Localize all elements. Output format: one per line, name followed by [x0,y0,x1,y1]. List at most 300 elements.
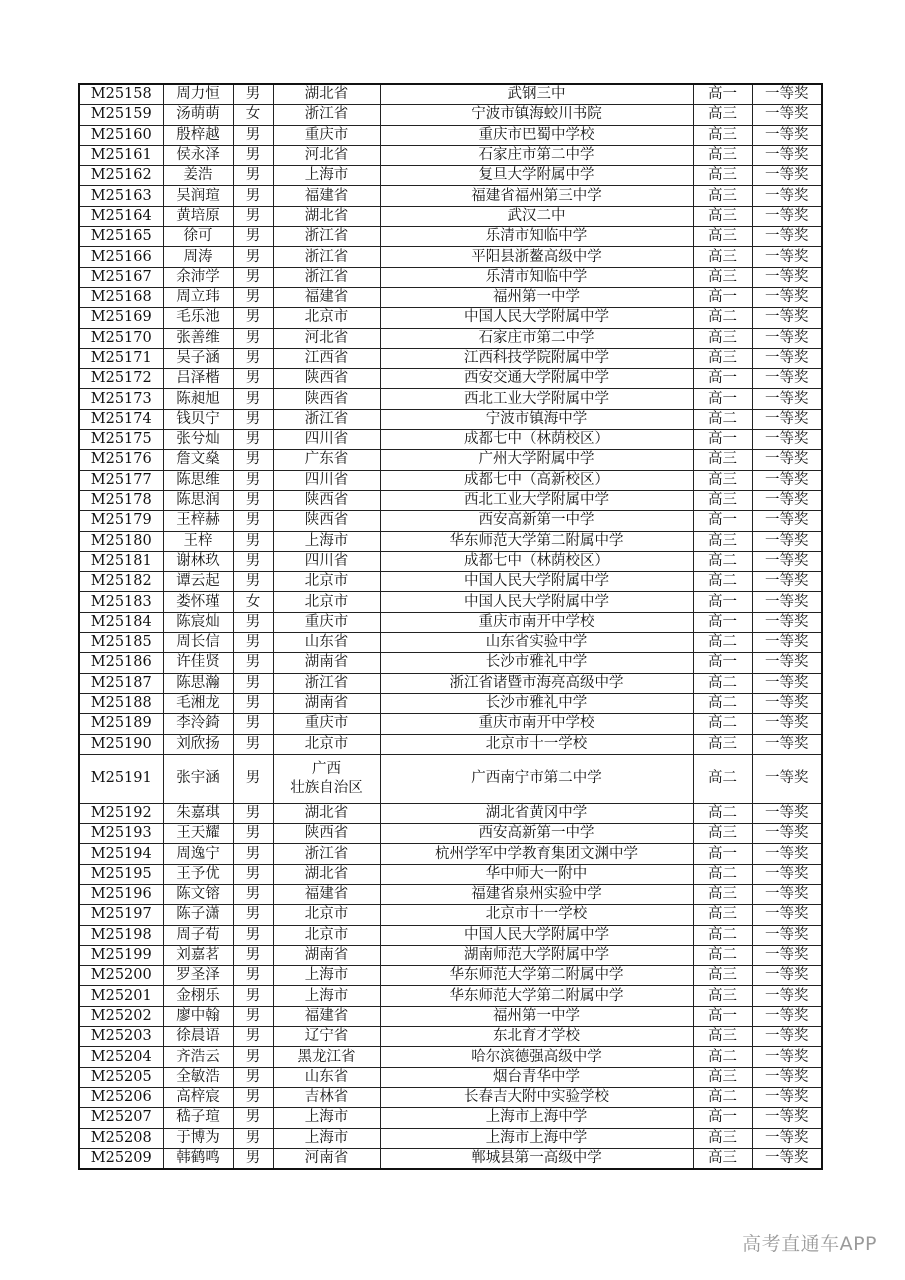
grade-cell: 高一 [693,592,752,612]
student-id-cell: M25199 [79,945,163,965]
school-cell: 广州大学附属中学 [380,450,693,470]
school-cell: 长春吉大附中实验学校 [380,1087,693,1107]
province-cell: 北京市 [273,734,380,754]
gender-cell: 男 [233,633,273,653]
student-id-cell: M25189 [79,714,163,734]
school-cell: 华东师范大学第二附属中学 [380,986,693,1006]
gender-cell: 男 [233,369,273,389]
student-name-cell: 徐可 [163,227,233,247]
gender-cell: 男 [233,572,273,592]
grade-cell: 高一 [693,844,752,864]
grade-cell: 高二 [693,945,752,965]
student-name-cell: 韩鹤鸣 [163,1148,233,1169]
table-row [79,531,822,551]
award-cell: 一等奖 [752,1108,822,1128]
school-cell: 福州第一中学 [380,287,693,307]
table-row [79,490,822,510]
school-cell: 郸城县第一高级中学 [380,1148,693,1169]
school-cell: 西安高新第一中学 [380,511,693,531]
table-row [79,734,822,754]
gender-cell: 男 [233,945,273,965]
school-cell: 西安交通大学附属中学 [380,369,693,389]
province-cell: 湖北省 [273,803,380,823]
table-row [79,673,822,693]
student-name-cell: 殷梓越 [163,125,233,145]
student-id-cell: M25196 [79,884,163,904]
table-row [79,1108,822,1128]
school-cell: 浙江省诸暨市海亮高级中学 [380,673,693,693]
gender-cell: 男 [233,511,273,531]
province-cell: 浙江省 [273,247,380,267]
gender-cell: 男 [233,966,273,986]
school-cell: 重庆市巴蜀中学校 [380,125,693,145]
school-cell: 华中师大一附中 [380,864,693,884]
table-row [79,470,822,490]
school-cell: 华东师范大学第二附属中学 [380,531,693,551]
student-name-cell: 侯永泽 [163,145,233,165]
student-name-cell: 嵇子瑄 [163,1108,233,1128]
student-id-cell: M25179 [79,511,163,531]
student-name-cell: 陈思瀚 [163,673,233,693]
province-line: 广西 [312,760,341,777]
gender-cell: 男 [233,1108,273,1128]
award-cell: 一等奖 [752,470,822,490]
gender-cell: 男 [233,409,273,429]
student-name-cell: 黄培原 [163,206,233,226]
student-id-cell: M25169 [79,308,163,328]
province-cell: 山东省 [273,633,380,653]
student-id-cell: M25202 [79,1006,163,1026]
award-cell: 一等奖 [752,186,822,206]
table-row [79,287,822,307]
province-cell [273,754,380,803]
table-row [79,348,822,368]
school-cell: 山东省实验中学 [380,633,693,653]
province-cell: 重庆市 [273,612,380,632]
school-cell: 中国人民大学附属中学 [380,925,693,945]
gender-cell: 男 [233,714,273,734]
student-id-cell: M25192 [79,803,163,823]
table-row [79,905,822,925]
student-name-cell: 毛乐池 [163,308,233,328]
province-cell: 重庆市 [273,714,380,734]
table-row [79,945,822,965]
student-name-cell: 王天耀 [163,824,233,844]
grade-cell: 高三 [693,125,752,145]
award-cell: 一等奖 [752,734,822,754]
school-cell: 西安高新第一中学 [380,824,693,844]
table-row [79,84,822,105]
table-row [79,328,822,348]
gender-cell: 男 [233,247,273,267]
gender-cell: 男 [233,986,273,1006]
school-cell: 长沙市雅礼中学 [380,693,693,713]
province-cell: 浙江省 [273,227,380,247]
table-row [79,633,822,653]
award-cell: 一等奖 [752,206,822,226]
student-id-cell: M25178 [79,490,163,510]
award-cell: 一等奖 [752,824,822,844]
school-cell: 中国人民大学附属中学 [380,592,693,612]
table-row [79,186,822,206]
province-cell: 北京市 [273,592,380,612]
province-cell: 河北省 [273,145,380,165]
school-cell: 平阳县浙鳌高级中学 [380,247,693,267]
table-row [79,1006,822,1026]
grade-cell: 高一 [693,84,752,105]
province-cell: 辽宁省 [273,1027,380,1047]
school-cell: 上海市上海中学 [380,1128,693,1148]
gender-cell: 男 [233,206,273,226]
student-name-cell: 周子荀 [163,925,233,945]
student-name-cell: 吴润瑄 [163,186,233,206]
student-id-cell: M25203 [79,1027,163,1047]
table-row [79,206,822,226]
gender-cell: 男 [233,531,273,551]
gender-cell: 男 [233,145,273,165]
province-cell: 北京市 [273,925,380,945]
award-cell: 一等奖 [752,864,822,884]
school-cell: 华东师范大学第二附属中学 [380,966,693,986]
province-cell: 福建省 [273,1006,380,1026]
award-cell: 一等奖 [752,227,822,247]
province-cell: 四川省 [273,430,380,450]
grade-cell: 高二 [693,1087,752,1107]
award-cell: 一等奖 [752,966,822,986]
student-id-cell: M25167 [79,267,163,287]
grade-cell: 高三 [693,884,752,904]
award-cell: 一等奖 [752,105,822,125]
gender-cell: 男 [233,1087,273,1107]
gender-cell: 男 [233,864,273,884]
table-row [79,754,822,803]
student-name-cell: 钱贝宁 [163,409,233,429]
province-cell: 浙江省 [273,844,380,864]
student-name-cell: 周涛 [163,247,233,267]
province-cell: 河北省 [273,328,380,348]
award-cell: 一等奖 [752,1087,822,1107]
grade-cell: 高二 [693,864,752,884]
student-id-cell: M25191 [79,754,163,803]
table-row [79,572,822,592]
student-id-cell: M25206 [79,1087,163,1107]
table-row [79,227,822,247]
student-name-cell: 周力恒 [163,84,233,105]
province-cell: 上海市 [273,531,380,551]
province-cell: 陕西省 [273,824,380,844]
award-cell: 一等奖 [752,803,822,823]
student-name-cell: 谭云起 [163,572,233,592]
grade-cell: 高二 [693,693,752,713]
gender-cell: 男 [233,186,273,206]
table-row [79,1087,822,1107]
student-name-cell: 王梓 [163,531,233,551]
province-cell: 湖南省 [273,693,380,713]
grade-cell: 高三 [693,227,752,247]
gender-cell: 女 [233,592,273,612]
award-cell: 一等奖 [752,328,822,348]
province-cell: 陕西省 [273,389,380,409]
province-cell: 上海市 [273,1108,380,1128]
grade-cell: 高二 [693,714,752,734]
grade-cell: 高一 [693,430,752,450]
student-name-cell: 于博为 [163,1128,233,1148]
school-cell: 湖北省黄冈中学 [380,803,693,823]
province-cell: 浙江省 [273,673,380,693]
gender-cell: 男 [233,308,273,328]
award-cell: 一等奖 [752,1128,822,1148]
table-row [79,551,822,571]
grade-cell: 高三 [693,966,752,986]
student-id-cell: M25186 [79,653,163,673]
student-id-cell: M25209 [79,1148,163,1169]
student-id-cell: M25173 [79,389,163,409]
table-row [79,714,822,734]
award-cell: 一等奖 [752,247,822,267]
student-id-cell: M25181 [79,551,163,571]
gender-cell: 男 [233,844,273,864]
student-name-cell: 陈文镕 [163,884,233,904]
school-cell: 哈尔滨德强高级中学 [380,1047,693,1067]
award-cell: 一等奖 [752,267,822,287]
award-cell: 一等奖 [752,714,822,734]
province-cell: 湖北省 [273,206,380,226]
province-cell: 河南省 [273,1148,380,1169]
grade-cell: 高一 [693,1006,752,1026]
student-name-cell: 陈子潇 [163,905,233,925]
school-cell: 杭州学军中学教育集团文渊中学 [380,844,693,864]
province-cell: 湖南省 [273,653,380,673]
table-row [79,409,822,429]
table-row [79,389,822,409]
gender-cell: 男 [233,693,273,713]
student-id-cell: M25158 [79,84,163,105]
student-name-cell: 齐浩云 [163,1047,233,1067]
student-id-cell: M25171 [79,348,163,368]
school-cell: 石家庄市第二中学 [380,145,693,165]
table-row [79,166,822,186]
province-cell: 上海市 [273,1128,380,1148]
student-id-cell: M25188 [79,693,163,713]
award-cell: 一等奖 [752,925,822,945]
gender-cell: 男 [233,125,273,145]
award-cell: 一等奖 [752,592,822,612]
student-name-cell: 金栩乐 [163,986,233,1006]
province-cell: 福建省 [273,884,380,904]
student-id-cell: M25201 [79,986,163,1006]
award-cell: 一等奖 [752,905,822,925]
student-id-cell: M25194 [79,844,163,864]
grade-cell: 高一 [693,287,752,307]
student-id-cell: M25159 [79,105,163,125]
table-row [79,1128,822,1148]
gender-cell: 男 [233,450,273,470]
gender-cell: 男 [233,905,273,925]
grade-cell: 高一 [693,653,752,673]
student-name-cell: 陈思润 [163,490,233,510]
gender-cell: 男 [233,430,273,450]
student-id-cell: M25187 [79,673,163,693]
student-id-cell: M25183 [79,592,163,612]
award-cell: 一等奖 [752,348,822,368]
grade-cell: 高一 [693,612,752,632]
award-cell: 一等奖 [752,986,822,1006]
province-cell: 浙江省 [273,105,380,125]
award-cell: 一等奖 [752,84,822,105]
student-name-cell: 余沛学 [163,267,233,287]
table-row [79,966,822,986]
student-name-cell: 陈思维 [163,470,233,490]
student-name-cell: 全敏浩 [163,1067,233,1087]
province-cell: 湖北省 [273,84,380,105]
student-name-cell: 许佳贤 [163,653,233,673]
student-name-cell: 娄怀瑾 [163,592,233,612]
student-name-cell: 吴子涵 [163,348,233,368]
gender-cell: 男 [233,1128,273,1148]
grade-cell: 高三 [693,986,752,1006]
province-cell: 陕西省 [273,369,380,389]
award-cell: 一等奖 [752,572,822,592]
grade-cell: 高三 [693,267,752,287]
school-cell: 西北工业大学附属中学 [380,490,693,510]
school-cell: 北京市十一学校 [380,734,693,754]
table-row [79,824,822,844]
grade-cell: 高三 [693,1067,752,1087]
student-id-cell: M25200 [79,966,163,986]
student-id-cell: M25163 [79,186,163,206]
gender-cell: 男 [233,470,273,490]
student-name-cell: 刘嘉茗 [163,945,233,965]
student-name-cell: 张兮灿 [163,430,233,450]
school-cell: 重庆市南开中学校 [380,714,693,734]
student-name-cell: 汤萌萌 [163,105,233,125]
school-cell: 武钢三中 [380,84,693,105]
school-cell: 中国人民大学附属中学 [380,308,693,328]
student-id-cell: M25162 [79,166,163,186]
table-row [79,267,822,287]
student-name-cell: 高梓宸 [163,1087,233,1107]
student-id-cell: M25208 [79,1128,163,1148]
school-cell: 湖南师范大学附属中学 [380,945,693,965]
grade-cell: 高三 [693,105,752,125]
province-cell: 湖北省 [273,864,380,884]
award-cell: 一等奖 [752,125,822,145]
table-row [79,247,822,267]
table-row [79,511,822,531]
student-id-cell: M25160 [79,125,163,145]
student-id-cell: M25185 [79,633,163,653]
student-name-cell: 谢林玖 [163,551,233,571]
province-cell: 浙江省 [273,267,380,287]
gender-cell: 男 [233,824,273,844]
table-row [79,430,822,450]
grade-cell: 高二 [693,633,752,653]
student-name-cell: 周立玮 [163,287,233,307]
school-cell: 乐清市知临中学 [380,267,693,287]
award-cell: 一等奖 [752,369,822,389]
table-row [79,105,822,125]
table-row [79,884,822,904]
award-cell: 一等奖 [752,287,822,307]
student-name-cell: 张宇涵 [163,754,233,803]
gender-cell: 男 [233,612,273,632]
gender-cell: 男 [233,884,273,904]
school-cell: 复旦大学附属中学 [380,166,693,186]
gender-cell: 男 [233,1148,273,1169]
school-cell: 福建省福州第三中学 [380,186,693,206]
table-row [79,1027,822,1047]
student-name-cell: 陈昶旭 [163,389,233,409]
grade-cell: 高三 [693,206,752,226]
school-cell: 成都七中（林荫校区） [380,430,693,450]
table-row [79,1067,822,1087]
table-row [79,145,822,165]
province-line: 壮族自治区 [290,779,363,796]
school-cell: 宁波市镇海蛟川书院 [380,105,693,125]
award-cell: 一等奖 [752,653,822,673]
grade-cell: 高三 [693,450,752,470]
gender-cell: 男 [233,551,273,571]
gender-cell: 男 [233,84,273,105]
province-cell: 江西省 [273,348,380,368]
province-cell: 北京市 [273,572,380,592]
grade-cell: 高二 [693,572,752,592]
table-row [79,986,822,1006]
grade-cell: 高三 [693,1128,752,1148]
award-cell: 一等奖 [752,145,822,165]
grade-cell: 高三 [693,734,752,754]
student-name-cell: 刘欣扬 [163,734,233,754]
student-id-cell: M25195 [79,864,163,884]
gender-cell: 男 [233,166,273,186]
student-name-cell: 陈宸灿 [163,612,233,632]
student-name-cell: 罗圣泽 [163,966,233,986]
award-cell: 一等奖 [752,511,822,531]
award-cell: 一等奖 [752,633,822,653]
table-row [79,450,822,470]
gender-cell: 男 [233,734,273,754]
award-cell: 一等奖 [752,754,822,803]
student-id-cell: M25161 [79,145,163,165]
award-cell: 一等奖 [752,945,822,965]
province-cell: 上海市 [273,166,380,186]
gender-cell: 男 [233,1027,273,1047]
watermark-text: 高考直通车APP [742,1233,877,1255]
student-id-cell: M25198 [79,925,163,945]
grade-cell: 高二 [693,308,752,328]
grade-cell: 高三 [693,490,752,510]
grade-cell: 高二 [693,673,752,693]
province-cell: 四川省 [273,551,380,571]
student-id-cell: M25197 [79,905,163,925]
school-cell: 福州第一中学 [380,1006,693,1026]
gender-cell: 男 [233,653,273,673]
grade-cell: 高三 [693,1148,752,1169]
award-cell: 一等奖 [752,389,822,409]
award-cell: 一等奖 [752,1047,822,1067]
table-row [79,1148,822,1169]
grade-cell: 高一 [693,369,752,389]
grade-cell: 高三 [693,1027,752,1047]
award-cell: 一等奖 [752,450,822,470]
student-name-cell: 徐晨语 [163,1027,233,1047]
province-cell: 上海市 [273,986,380,1006]
grade-cell: 高一 [693,1108,752,1128]
grade-cell: 高三 [693,166,752,186]
table-row [79,1047,822,1067]
grade-cell: 高三 [693,824,752,844]
school-cell: 石家庄市第二中学 [380,328,693,348]
